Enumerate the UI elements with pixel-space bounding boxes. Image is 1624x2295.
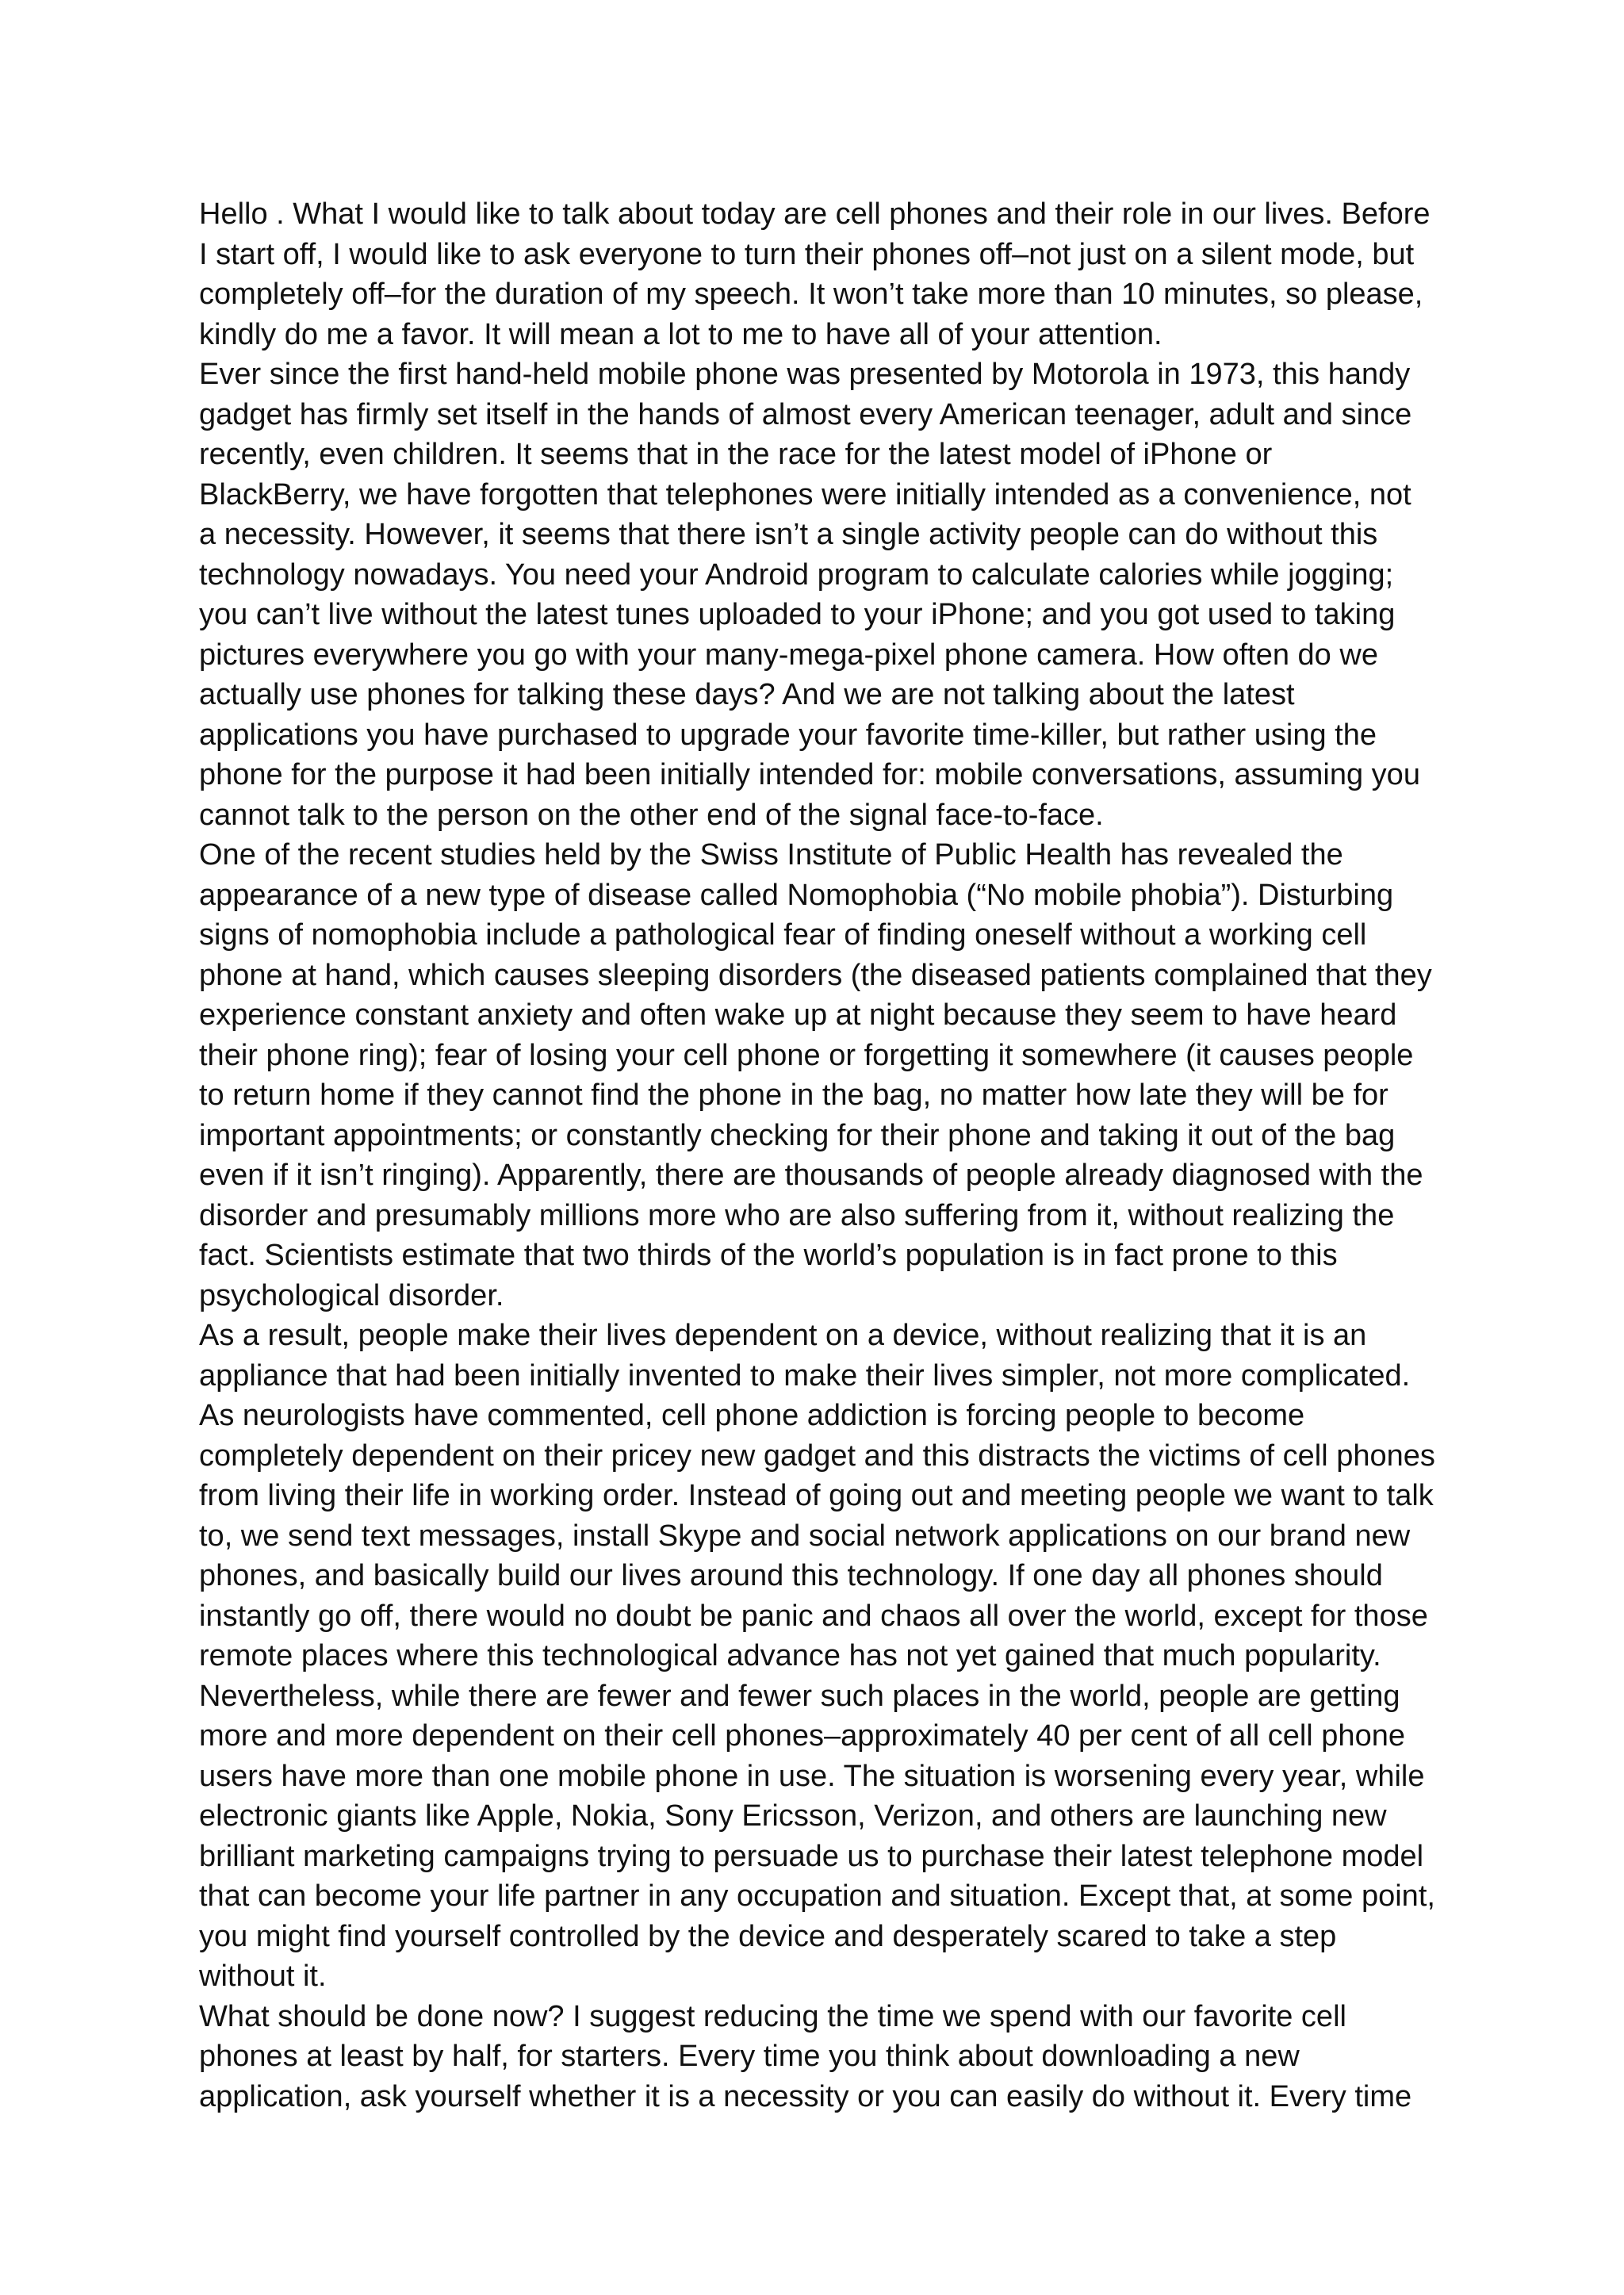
text-line: appearance of a new type of disease called Nomophobia (“No mobile phobia”). Disturbing [199,878,1394,912]
text-line: phone for the purpose it had been initially intended for: mobile conversations, assuming you [199,758,1420,791]
text-line: signs of nomophobia include a pathological fear of finding oneself without a working cell [199,918,1367,952]
text-line: important appointments; or constantly checking for their phone and taking it out of the bag [199,1118,1396,1152]
text-line: you can’t live without the latest tunes uploaded to your iPhone; and you got used to taking [199,598,1396,631]
text-line: psychological disorder. [199,1278,504,1312]
text-line: instantly go off, there would no doubt be panic and chaos all over the world, except for those [199,1599,1428,1633]
text-line: without it. [199,1960,327,1993]
text-line: you might find yourself controlled by the device and desperately scared to take a step [199,1919,1337,1953]
text-line: pictures everywhere you go with your many-mega-pixel phone camera. How often do we [199,638,1378,672]
text-line: What should be done now? I suggest reducing the time we spend with our favorite cell [199,1999,1346,2033]
text-line: gadget has firmly set itself in the hands of almost every American teenager, adult and since [199,397,1412,431]
text-line: cannot talk to the person on the other end of the signal face-to-face. [199,798,1104,832]
text-line: One of the recent studies held by the Swiss Institute of Public Health has revealed the [199,838,1343,872]
text-line: that can become your life partner in any occupation and situation. Except that, at some point, [199,1879,1435,1913]
text-line: recently, even children. It seems that in the race for the latest model of iPhone or [199,438,1273,471]
text-line: to, we send text messages, install Skype and social network applications on our brand new [199,1519,1411,1553]
text-line: completely off–for the duration of my speech. It won’t take more than 10 minutes, so please, [199,278,1423,311]
text-line: kindly do me a favor. It will mean a lot to me to have all of your attention. [199,317,1162,351]
text-line: remote places where this technological advance has not yet gained that much popularity. [199,1639,1381,1672]
text-line: even if it isn’t ringing). Apparently, there are thousands of people already diagnosed with the [199,1159,1423,1192]
text-line: to return home if they cannot find the phone in the bag, no matter how late they will be for [199,1079,1388,1112]
text-line: disorder and presumably millions more who are also suffering from it, without realizing the [199,1198,1395,1232]
text-line: phone at hand, which causes sleeping disorders (the diseased patients complained that they [199,958,1432,992]
paragraph-nomophobia [199,835,1547,1316]
paragraph-dependence [199,1316,1547,1997]
text-line: actually use phones for talking these days? And we are not talking about the latest [199,678,1295,711]
text-line: experience constant anxiety and often wake up at night because they seem to have heard [199,998,1397,1032]
text-line: their phone ring); fear of losing your cell phone or forgetting it somewhere (it causes people [199,1038,1414,1072]
text-line: As neurologists have commented, cell phone addiction is forcing people to become [199,1399,1305,1432]
text-line: more and more dependent on their cell phones–approximately 40 per cent of all cell phone [199,1719,1405,1753]
text-line: from living their life in working order. Instead of going out and meeting people we want to talk [199,1479,1434,1512]
text-line: phones, and basically build our lives around this technology. If one day all phones should [199,1559,1383,1592]
text-line: Nevertheless, while there are fewer and fewer such places in the world, people are getting [199,1679,1400,1713]
text-line: brilliant marketing campaigns trying to persuade us to purchase their latest telephone model [199,1839,1424,1873]
text-line: applications you have purchased to upgrade your favorite time-killer, but rather using the [199,718,1377,752]
paragraph-recommendation [199,1997,1547,2117]
text-line: appliance that had been initially invented to make their lives simpler, not more complicated. [199,1358,1411,1393]
text-line: technology nowadays. You need your Android program to calculate calories while jogging; [199,557,1394,592]
text-line: users have more than one mobile phone in use. The situation is worsening every year, while [199,1759,1425,1793]
text-line: completely dependent on their pricey new gadget and this distracts the victims of cell phones [199,1439,1435,1473]
paragraph-intro [199,194,1547,354]
text-line: application, ask yourself whether it is a necessity or you can easily do without it. Every time [199,2079,1412,2113]
text-line: Ever since the first hand-held mobile phone was presented by Motorola in 1973, this handy [199,358,1411,391]
text-line: phones at least by half, for starters. Every time you think about downloading a new [199,2040,1300,2073]
text-line: Hello . What I would like to talk about today are cell phones and their role in our lives. Before [199,197,1431,231]
text-line: electronic giants like Apple, Nokia, Sony Ericsson, Verizon, and others are launching new [199,1799,1387,1833]
paragraph-history [199,354,1547,835]
text-line: I start off, I would like to ask everyone to turn their phones off–not just on a silent mode, but [199,237,1415,271]
text-line: As a result, people make their lives dependent on a device, without realizing that it is an [199,1319,1367,1352]
text-line: BlackBerry, we have forgotten that telephones were initially intended as a convenience, not [199,477,1411,511]
text-line: a necessity. However, it seems that there isn’t a single activity people can do without this [199,518,1378,551]
text-line: fact. Scientists estimate that two thirds of the world’s population is in fact prone to this [199,1239,1338,1272]
document-body [199,194,1547,2117]
